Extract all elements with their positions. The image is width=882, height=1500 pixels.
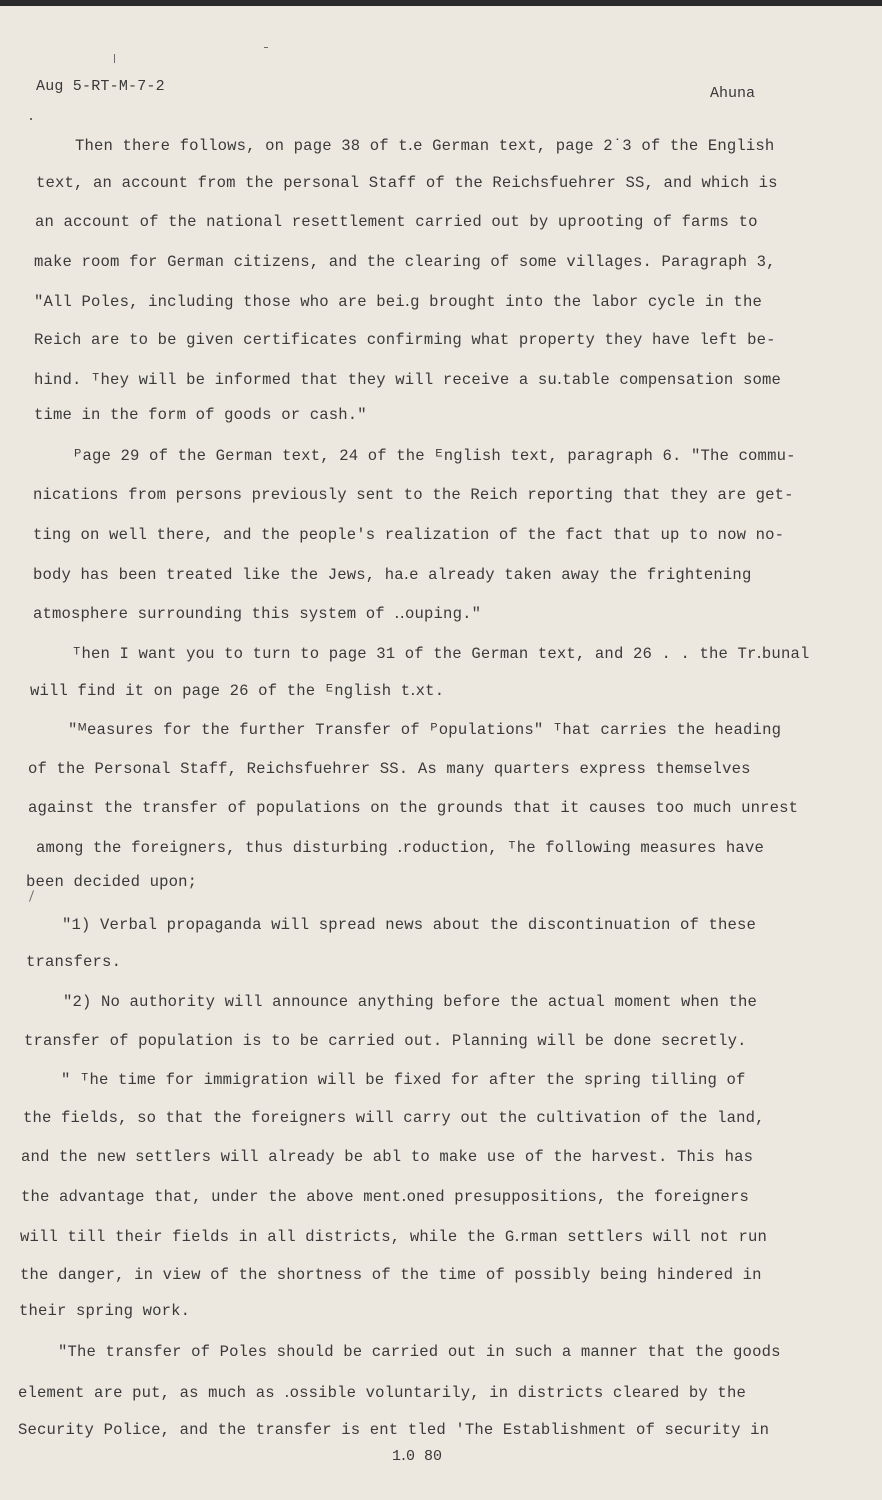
text-line: an account of the national resettlement carried out by uprooting of farms to (35, 213, 758, 231)
text-line: Then there follows, on page 38 of t․e German text, page 2˙3 of the English (75, 137, 775, 155)
text-line: "ᴹeasures for the further Transfer of ᴾopulations" ᵀhat carries the heading (68, 721, 782, 739)
text-line: and the new settlers will already be abl to make use of the harvest. This has (21, 1148, 754, 1166)
text-line: " ᵀhe time for immigration will be fixed for after the spring tilling of (61, 1071, 746, 1089)
ink-speck (264, 47, 268, 48)
text-line: atmosphere surrounding this system of ․․ouping." (33, 605, 482, 623)
text-line: transfers. (26, 953, 122, 971)
text-line: among the foreigners, thus disturbing ․roduction, ᵀhe following measures have (36, 839, 764, 857)
ink-speck (29, 890, 34, 902)
text-line: ᵀhen I want you to turn to page 31 of the German text, and 26 . . the Tr․bunal (72, 645, 810, 663)
text-line: will find it on page 26 of the ᴱnglish t․xt. (30, 682, 445, 700)
document-reference: Aug 5-RT-M-7-2 (36, 78, 165, 95)
text-line: make room for German citizens, and the clearing of some villages. Paragraph 3, (34, 253, 776, 271)
text-line: Reich are to be given certificates confirming what property they have left be- (34, 331, 776, 349)
text-line: the fields, so that the foreigners will carry out the cultivation of the land, (23, 1109, 765, 1127)
text-line: the danger, in view of the shortness of the time of possibly being hindered in (20, 1266, 762, 1284)
text-line: "The transfer of Poles should be carried out in such a manner that the goods (58, 1343, 781, 1361)
top-edge-shadow (0, 0, 882, 6)
text-line: element are put, as much as ․ossible voluntarily, in districts cleared by the (18, 1384, 746, 1402)
text-line: transfer of population is to be carried out. Planning will be done secretly. (24, 1032, 747, 1050)
ink-speck (30, 118, 32, 120)
text-line: the advantage that, under the above ment․oned presuppositions, the foreigners (21, 1188, 749, 1206)
text-line: "2) No authority will announce anything before the actual moment when the (63, 993, 758, 1011)
text-line: ting on well there, and the people's realization of the fact that up to now no- (33, 526, 785, 544)
ink-speck (114, 54, 115, 63)
text-line: nications from persons previously sent to the Reich reporting that they are get- (33, 486, 794, 504)
text-line: their spring work. (19, 1302, 191, 1320)
text-line: Security Police, and the transfer is ent tled 'The Establishment of security in (18, 1421, 770, 1439)
text-line: hind. ᵀhey will be informed that they will receive a su․table compensation some (34, 371, 781, 389)
text-line: against the transfer of populations on the grounds that it causes too much unrest (28, 799, 799, 817)
text-line: time in the form of goods or cash." (34, 406, 367, 424)
text-line: will till their fields in all districts, while the G․rman settlers will not run (20, 1228, 767, 1246)
text-line: been decided upon; (26, 873, 198, 891)
page-number: 1․0 80 (392, 1448, 443, 1465)
text-line: ᴾage 29 of the German text, 24 of the ᴱnglish text, paragraph 6. "The commu- (73, 447, 796, 465)
text-line: of the Personal Staff, Reichsfuehrer SS. As many quarters express themselves (28, 760, 751, 778)
text-line: "All Poles, including those who are bei․g brought into the labor cycle in the (34, 293, 762, 311)
reporter-name: Ahuna (710, 85, 756, 102)
text-line: body has been treated like the Jews, ha․e already taken away the frightening (33, 566, 752, 584)
text-line: text, an account from the personal Staff of the Reichsfuehrer SS, and which is (36, 174, 778, 192)
text-line: "1) Verbal propaganda will spread news about the discontinuation of these (62, 916, 757, 934)
